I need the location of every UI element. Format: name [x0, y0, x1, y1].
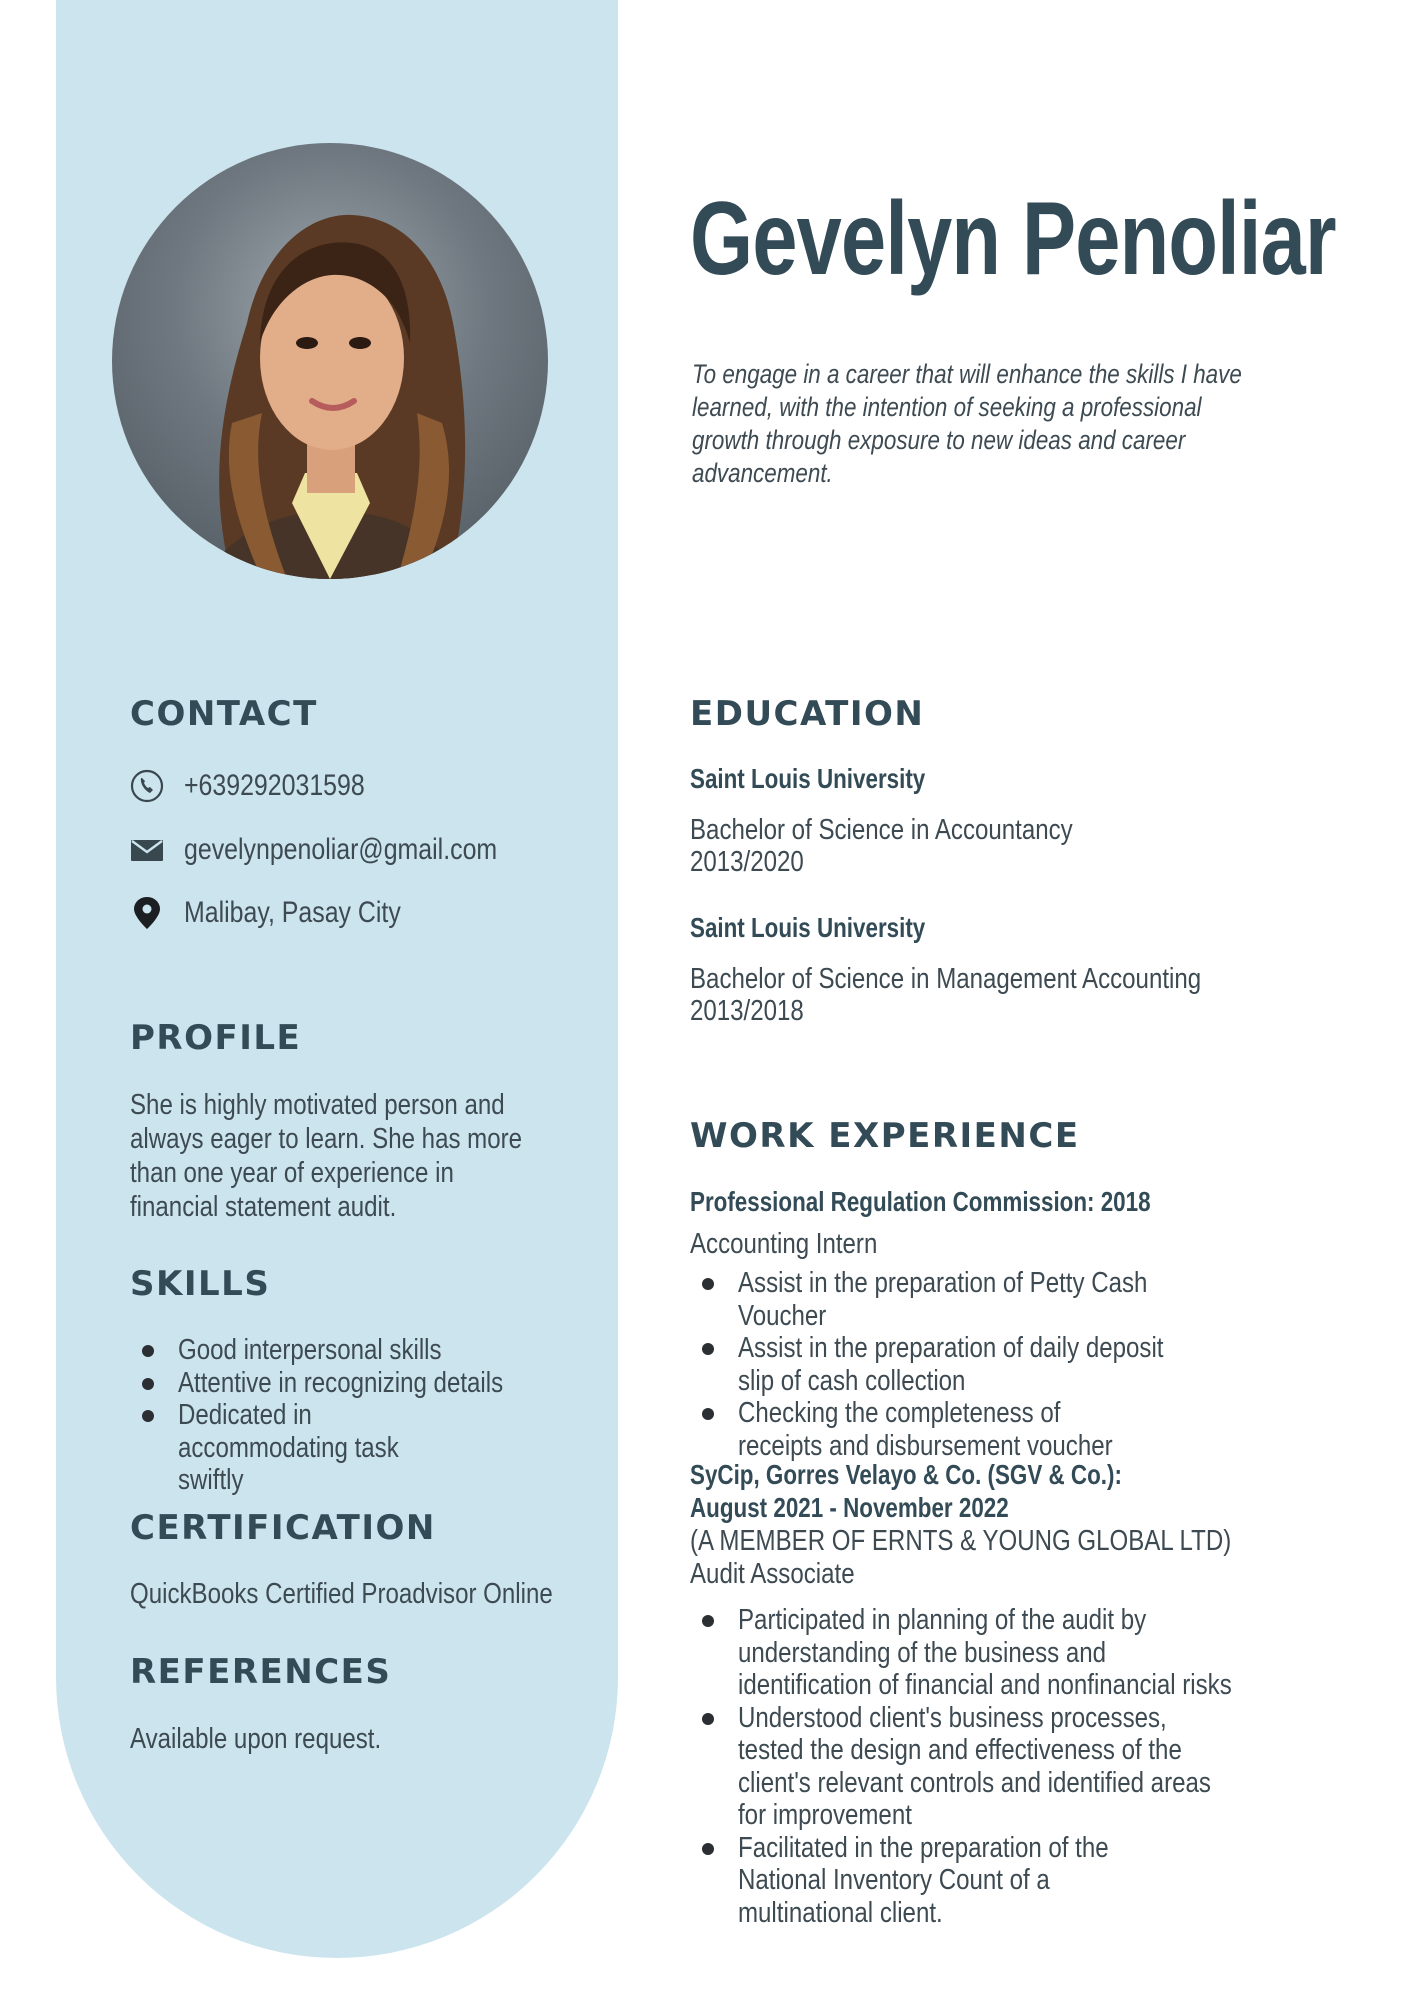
- job-task-list: [690, 1604, 1320, 1929]
- candidate-name: Gevelyn Penoliar: [690, 181, 1336, 297]
- contact-address-row: [130, 893, 401, 933]
- email-address[interactable]: gevelynpenoliar@gmail.com: [184, 833, 498, 866]
- job-role: Accounting Intern: [690, 1228, 878, 1260]
- job-role: Audit Associate: [690, 1558, 855, 1590]
- contact-email-row: [130, 830, 498, 870]
- job-task: Understood client's business processes, tested the design and effectiveness of the client's relevant controls and identified areas for improvement: [690, 1702, 1320, 1832]
- skill-item: Dedicated in accommodating task swiftly: [130, 1399, 620, 1497]
- job-task-list: [690, 1267, 1250, 1462]
- job-task: Facilitated in the preparation of the National Inventory Count of a multinational client.: [690, 1832, 1320, 1930]
- job-task: Checking the completeness of receipts and disbursement voucher: [690, 1397, 1250, 1462]
- certification-heading: CERTIFICATION: [130, 1508, 436, 1548]
- education-years: 2013/2018: [690, 995, 804, 1027]
- job-task: Assist in the preparation of daily deposit slip of cash collection: [690, 1332, 1250, 1397]
- email-icon: [130, 833, 164, 867]
- education-years: 2013/2020: [690, 846, 804, 878]
- education-degree: Bachelor of Science in Accountancy: [690, 814, 1073, 846]
- skills-list: [130, 1334, 620, 1497]
- certification-text: QuickBooks Certified Proadvisor Online: [130, 1578, 553, 1610]
- education-degree: Bachelor of Science in Management Accounting: [690, 963, 1202, 995]
- profile-photo: [112, 143, 548, 579]
- phone-icon: [130, 769, 164, 803]
- work-experience-heading: WORK EXPERIENCE: [690, 1116, 1080, 1156]
- education-school: Saint Louis University: [690, 763, 926, 794]
- job-dates: August 2021 - November 2022: [690, 1492, 1009, 1523]
- address: Malibay, Pasay City: [184, 896, 401, 929]
- job-member-note: (A MEMBER OF ERNTS & YOUNG GLOBAL LTD): [690, 1525, 1232, 1557]
- references-text: Available upon request.: [130, 1723, 382, 1755]
- job-task: Participated in planning of the audit by understanding of the business and identification of financial and nonfinancial risks: [690, 1604, 1320, 1702]
- profile-heading: PROFILE: [130, 1018, 302, 1058]
- phone-number[interactable]: +639292031598: [184, 769, 365, 802]
- job-task: Assist in the preparation of Petty Cash Voucher: [690, 1267, 1250, 1332]
- skills-heading: SKILLS: [130, 1264, 271, 1304]
- education-heading: EDUCATION: [690, 694, 925, 734]
- contact-heading: CONTACT: [130, 694, 318, 734]
- profile-text: She is highly motivated person and always eager to learn. She has more than one year of experience in financial statement audit.: [130, 1089, 523, 1223]
- career-objective: To engage in a career that will enhance the skills I have learned, with the intention of seeking a professional growth through exposure to new ideas and career advancement.: [692, 359, 1242, 488]
- location-pin-icon: [130, 896, 164, 930]
- references-heading: REFERENCES: [130, 1652, 392, 1692]
- job-heading: SyCip, Gorres Velayo & Co. (SGV & Co.):: [690, 1459, 1122, 1490]
- skill-item: Attentive in recognizing details: [130, 1367, 620, 1400]
- education-school: Saint Louis University: [690, 912, 926, 943]
- contact-phone-row: [130, 766, 365, 806]
- portrait-illustration: [112, 143, 548, 579]
- job-heading: Professional Regulation Commission: 2018: [690, 1186, 1151, 1217]
- skill-item: Good interpersonal skills: [130, 1334, 620, 1367]
